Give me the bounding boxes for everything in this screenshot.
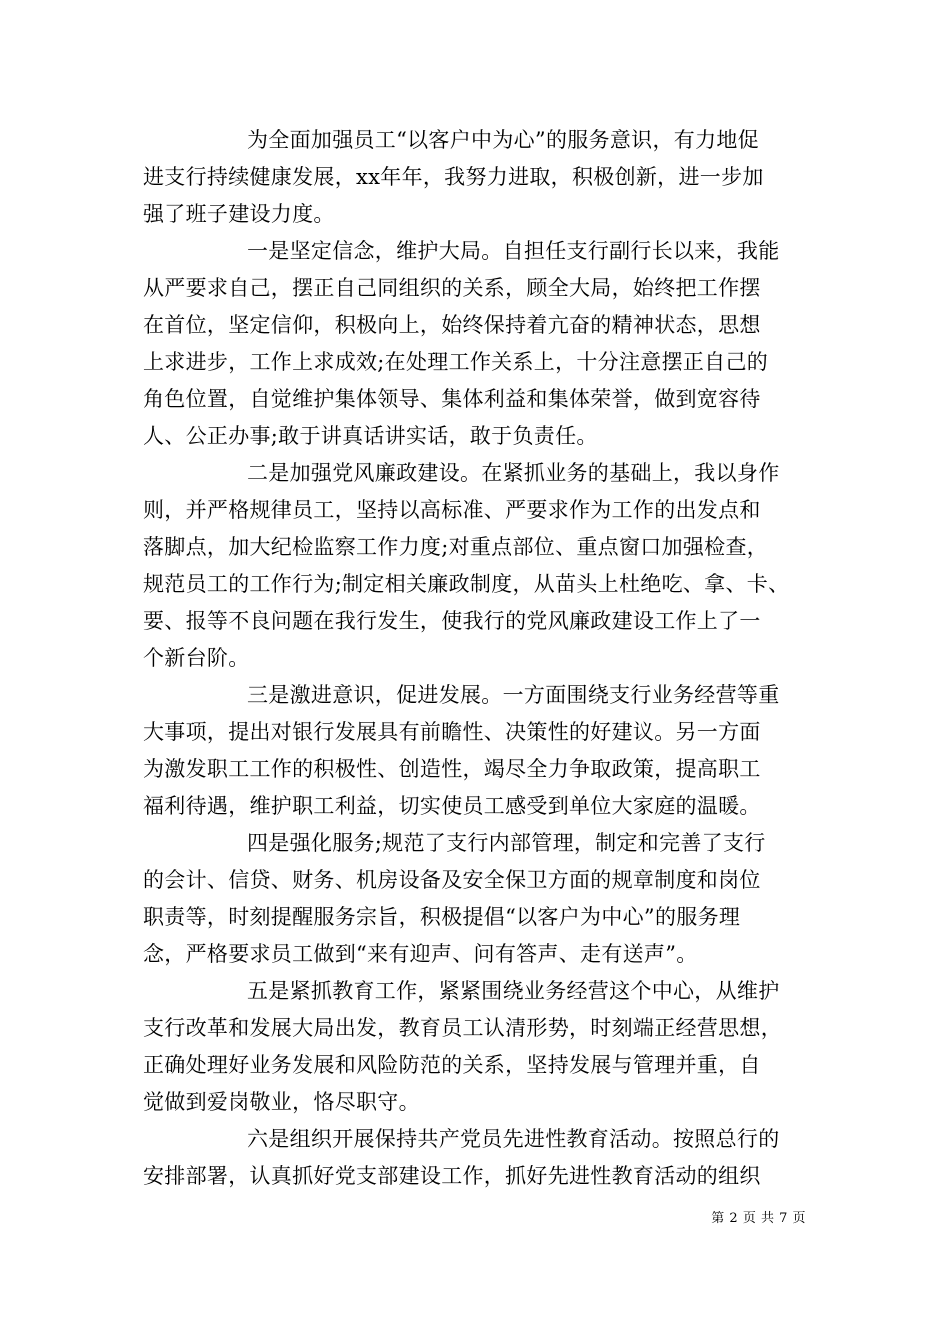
paragraph-line: 在首位，坚定信仰，积极向上，始终保持着亢奋的精神状态，思想 (143, 313, 761, 337)
paragraph-line: 角色位置，自觉维护集体领导、集体利益和集体荣誉，做到宽容待 (143, 387, 761, 411)
paragraph-line: 个新台阶。 (143, 646, 250, 670)
paragraph-3 (143, 455, 823, 677)
paragraph-line: 一是坚定信念，维护大局。自担任支行副行长以来，我能 (247, 239, 780, 263)
paragraph-1 (143, 122, 823, 233)
paragraph-line: 规范员工的工作行为;制定相关廉政制度，从苗头上杜绝吃、拿、卡、 (143, 572, 790, 596)
paragraph-7 (143, 1121, 823, 1195)
paragraph-line: 大事项，提出对银行发展具有前瞻性、决策性的好建议。另一方面 (143, 720, 761, 744)
paragraph-line: 要、报等不良问题在我行发生，使我行的党风廉政建设工作上了一 (143, 609, 761, 633)
paragraph-line: 二是加强党风廉政建设。在紧抓业务的基础上，我以身作 (247, 461, 780, 485)
paragraph-4 (143, 677, 823, 825)
paragraph-line: 念，严格要求员工做到“来有迎声、问有答声、走有送声”。 (143, 942, 698, 966)
paragraph-line: 六是组织开展保持共产党员先进性教育活动。按照总行的 (247, 1127, 780, 1151)
paragraph-line: 的会计、信贷、财务、机房设备及安全保卫方面的规章制度和岗位 (143, 868, 761, 892)
paragraph-line: 则，并严格规律员工，坚持以高标准、严要求作为工作的出发点和 (143, 498, 761, 522)
paragraph-5 (143, 825, 823, 973)
paragraph-line: 职责等，时刻提醒服务宗旨，积极提倡“以客户为中心”的服务理 (143, 905, 741, 929)
paragraph-line: 安排部署，认真抓好党支部建设工作，抓好先进性教育活动的组织 (143, 1164, 761, 1188)
paragraph-line: 正确处理好业务发展和风险防范的关系，坚持发展与管理并重，自 (143, 1053, 761, 1077)
paragraph-line: 为全面加强员工“以客户中为心”的服务意识，有力地促 (247, 128, 759, 152)
paragraph-2 (143, 233, 823, 455)
paragraph-line: 强了班子建设力度。 (143, 202, 335, 226)
paragraph-line: 三是激进意识，促进发展。一方面围绕支行业务经营等重 (247, 683, 780, 707)
paragraph-line: 支行改革和发展大局出发，教育员工认清形势，时刻端正经营思想， (143, 1016, 782, 1040)
paragraph-line: 从严要求自己，摆正自己同组织的关系，顾全大局，始终把工作摆 (143, 276, 761, 300)
paragraph-line: 福利待遇，维护职工利益，切实使员工感受到单位大家庭的温暖。 (143, 794, 761, 818)
document-body (143, 122, 823, 1195)
paragraph-line: 进支行持续健康发展，xx年年，我努力进取，积极创新，进一步加 (143, 165, 764, 189)
paragraph-line: 落脚点，加大纪检监察工作力度;对重点部位、重点窗口加强检查， (143, 535, 769, 559)
paragraph-6 (143, 973, 823, 1121)
paragraph-line: 上求进步，工作上求成效;在处理工作关系上，十分注意摆正自己的 (143, 350, 769, 374)
paragraph-line: 四是强化服务;规范了支行内部管理，制定和完善了支行 (247, 831, 766, 855)
paragraph-line: 为激发职工工作的积极性、创造性，竭尽全力争取政策，提高职工 (143, 757, 761, 781)
paragraph-line: 五是紧抓教育工作，紧紧围绕业务经营这个中心，从维护 (247, 979, 780, 1003)
page-number-footer: 第 2 页 共 7 页 (711, 1211, 806, 1226)
paragraph-line: 人、公正办事;敢于讲真话讲实话，敢于负责任。 (143, 424, 598, 448)
paragraph-line: 觉做到爱岗敬业，恪尽职守。 (143, 1090, 420, 1114)
